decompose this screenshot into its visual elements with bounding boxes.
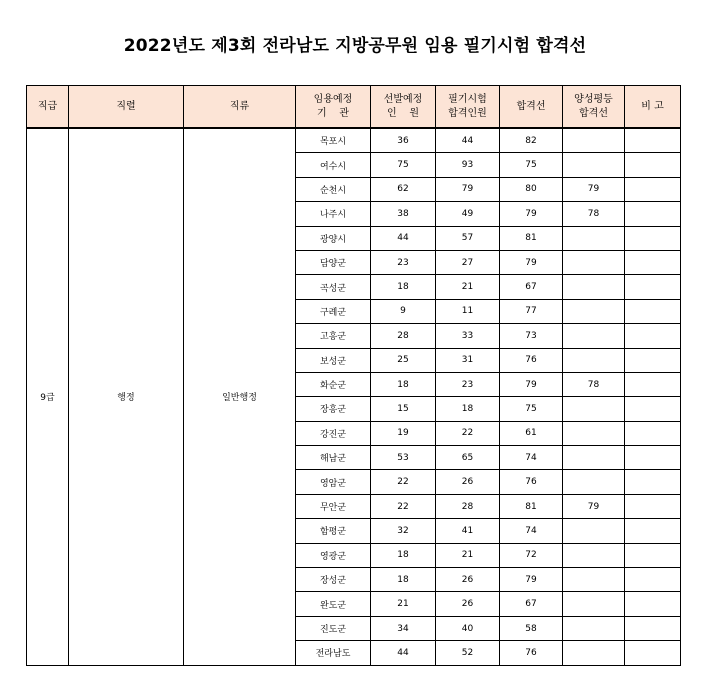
header-row <box>27 86 681 129</box>
cutoff-cell: 79 <box>500 568 563 592</box>
header-gender-line1: 양성평등 <box>574 93 613 105</box>
note-cell <box>625 421 681 445</box>
note-cell <box>625 153 681 177</box>
passed-cell: 52 <box>436 641 500 665</box>
passed-cell: 65 <box>436 446 500 470</box>
passed-cell: 23 <box>436 372 500 396</box>
header-org <box>296 86 371 129</box>
passed-cell: 26 <box>436 568 500 592</box>
org-cell: 순천시 <box>296 177 371 201</box>
cutoff-cell: 76 <box>500 470 563 494</box>
passed-cell: 79 <box>436 177 500 201</box>
header-note: 비 고 <box>625 86 681 129</box>
header-passed-line2: 합격인원 <box>448 107 487 119</box>
note-cell <box>625 275 681 299</box>
cutoff-cell: 79 <box>500 372 563 396</box>
org-cell: 완도군 <box>296 592 371 616</box>
header-selection-line1: 선발예정 <box>383 93 423 105</box>
cutoff-cell: 67 <box>500 275 563 299</box>
note-cell <box>625 470 681 494</box>
passed-cell: 40 <box>436 616 500 640</box>
selection-cell: 38 <box>371 202 436 226</box>
header-class: 직류 <box>184 86 296 129</box>
header-passed-line1: 필기시험 <box>448 93 487 105</box>
header-gender-equality <box>563 86 625 129</box>
class-cell: 일반행정 <box>184 128 296 665</box>
org-cell: 영광군 <box>296 543 371 567</box>
org-cell: 강진군 <box>296 421 371 445</box>
cutoff-cell: 74 <box>500 519 563 543</box>
org-cell: 영암군 <box>296 470 371 494</box>
passed-cell: 21 <box>436 275 500 299</box>
org-cell: 해남군 <box>296 446 371 470</box>
note-cell <box>625 250 681 274</box>
cutoff-cell: 61 <box>500 421 563 445</box>
selection-cell: 44 <box>371 226 436 250</box>
selection-cell: 19 <box>371 421 436 445</box>
selection-cell: 22 <box>371 494 436 518</box>
cutoff-cell: 74 <box>500 446 563 470</box>
cutoff-cell: 79 <box>500 202 563 226</box>
note-cell <box>625 543 681 567</box>
note-cell <box>625 202 681 226</box>
selection-cell: 36 <box>371 128 436 153</box>
cutoff-cell: 73 <box>500 324 563 348</box>
passed-cell: 31 <box>436 348 500 372</box>
header-selection-line2: 인 원 <box>386 107 420 119</box>
selection-cell: 18 <box>371 568 436 592</box>
header-org-line1: 임용예정 <box>313 93 353 105</box>
cutoff-cell: 77 <box>500 299 563 323</box>
passed-cell: 22 <box>436 421 500 445</box>
gender-cutoff-cell <box>563 153 625 177</box>
note-cell <box>625 299 681 323</box>
gender-cutoff-cell <box>563 299 625 323</box>
org-cell: 여수시 <box>296 153 371 177</box>
gender-cutoff-cell <box>563 348 625 372</box>
gender-cutoff-cell <box>563 250 625 274</box>
cutoff-cell: 80 <box>500 177 563 201</box>
org-cell: 진도군 <box>296 616 371 640</box>
org-cell: 장성군 <box>296 568 371 592</box>
gender-cutoff-cell <box>563 397 625 421</box>
selection-cell: 9 <box>371 299 436 323</box>
org-cell: 전라남도 <box>296 641 371 665</box>
passed-cell: 27 <box>436 250 500 274</box>
note-cell <box>625 494 681 518</box>
cutoff-cell: 76 <box>500 641 563 665</box>
gender-cutoff-cell <box>563 568 625 592</box>
note-cell <box>625 324 681 348</box>
selection-cell: 75 <box>371 153 436 177</box>
org-cell: 담양군 <box>296 250 371 274</box>
header-selection <box>371 86 436 129</box>
passed-cell: 33 <box>436 324 500 348</box>
org-cell: 장흥군 <box>296 397 371 421</box>
header-org-line2: 기 관 <box>316 107 350 119</box>
gender-cutoff-cell: 78 <box>563 202 625 226</box>
cutoff-cell: 81 <box>500 494 563 518</box>
gender-cutoff-cell <box>563 470 625 494</box>
passed-cell: 18 <box>436 397 500 421</box>
passed-cell: 93 <box>436 153 500 177</box>
cutoff-cell: 75 <box>500 397 563 421</box>
org-cell: 보성군 <box>296 348 371 372</box>
selection-cell: 18 <box>371 543 436 567</box>
note-cell <box>625 372 681 396</box>
cutoff-cell: 75 <box>500 153 563 177</box>
passed-cell: 44 <box>436 128 500 153</box>
note-cell <box>625 519 681 543</box>
org-cell: 나주시 <box>296 202 371 226</box>
selection-cell: 28 <box>371 324 436 348</box>
gender-cutoff-cell <box>563 592 625 616</box>
note-cell <box>625 641 681 665</box>
selection-cell: 32 <box>371 519 436 543</box>
grade-cell: 9급 <box>27 128 69 665</box>
org-cell: 고흥군 <box>296 324 371 348</box>
cutoff-cell: 67 <box>500 592 563 616</box>
header-grade: 직급 <box>27 86 69 129</box>
org-cell: 목포시 <box>296 128 371 153</box>
header-passed <box>436 86 500 129</box>
note-cell <box>625 177 681 201</box>
selection-cell: 18 <box>371 372 436 396</box>
gender-cutoff-cell: 79 <box>563 494 625 518</box>
note-cell <box>625 568 681 592</box>
org-cell: 무안군 <box>296 494 371 518</box>
gender-cutoff-cell <box>563 519 625 543</box>
gender-cutoff-cell <box>563 275 625 299</box>
note-cell <box>625 226 681 250</box>
gender-cutoff-cell <box>563 226 625 250</box>
gender-cutoff-cell <box>563 128 625 153</box>
selection-cell: 22 <box>371 470 436 494</box>
selection-cell: 62 <box>371 177 436 201</box>
passed-cell: 49 <box>436 202 500 226</box>
gender-cutoff-cell <box>563 641 625 665</box>
note-cell <box>625 592 681 616</box>
note-cell <box>625 348 681 372</box>
passed-cell: 41 <box>436 519 500 543</box>
cutoff-cell: 76 <box>500 348 563 372</box>
selection-cell: 44 <box>371 641 436 665</box>
selection-cell: 18 <box>371 275 436 299</box>
gender-cutoff-cell <box>563 543 625 567</box>
note-cell <box>625 446 681 470</box>
cutoff-cell: 82 <box>500 128 563 153</box>
gender-cutoff-cell: 78 <box>563 372 625 396</box>
selection-cell: 25 <box>371 348 436 372</box>
header-gender-line2: 합격선 <box>579 107 608 119</box>
org-cell: 곡성군 <box>296 275 371 299</box>
passed-cell: 28 <box>436 494 500 518</box>
note-cell <box>625 397 681 421</box>
note-cell <box>625 128 681 153</box>
results-table <box>26 85 681 666</box>
page-title: 2022년도 제3회 전라남도 지방공무원 임용 필기시험 합격선 <box>123 36 587 56</box>
org-cell: 구례군 <box>296 299 371 323</box>
table-body <box>27 128 681 665</box>
org-cell: 화순군 <box>296 372 371 396</box>
gender-cutoff-cell <box>563 446 625 470</box>
passed-cell: 26 <box>436 470 500 494</box>
cutoff-cell: 72 <box>500 543 563 567</box>
org-cell: 광양시 <box>296 226 371 250</box>
selection-cell: 21 <box>371 592 436 616</box>
org-cell: 함평군 <box>296 519 371 543</box>
passed-cell: 57 <box>436 226 500 250</box>
selection-cell: 23 <box>371 250 436 274</box>
table-row <box>27 128 681 153</box>
selection-cell: 53 <box>371 446 436 470</box>
passed-cell: 26 <box>436 592 500 616</box>
gender-cutoff-cell <box>563 421 625 445</box>
passed-cell: 11 <box>436 299 500 323</box>
gender-cutoff-cell: 79 <box>563 177 625 201</box>
cutoff-cell: 81 <box>500 226 563 250</box>
selection-cell: 34 <box>371 616 436 640</box>
gender-cutoff-cell <box>563 324 625 348</box>
cutoff-cell: 58 <box>500 616 563 640</box>
gender-cutoff-cell <box>563 616 625 640</box>
selection-cell: 15 <box>371 397 436 421</box>
series-cell: 행정 <box>69 128 184 665</box>
header-series: 직렬 <box>69 86 184 129</box>
cutoff-cell: 79 <box>500 250 563 274</box>
note-cell <box>625 616 681 640</box>
passed-cell: 21 <box>436 543 500 567</box>
header-cutoff: 합격선 <box>500 86 563 129</box>
